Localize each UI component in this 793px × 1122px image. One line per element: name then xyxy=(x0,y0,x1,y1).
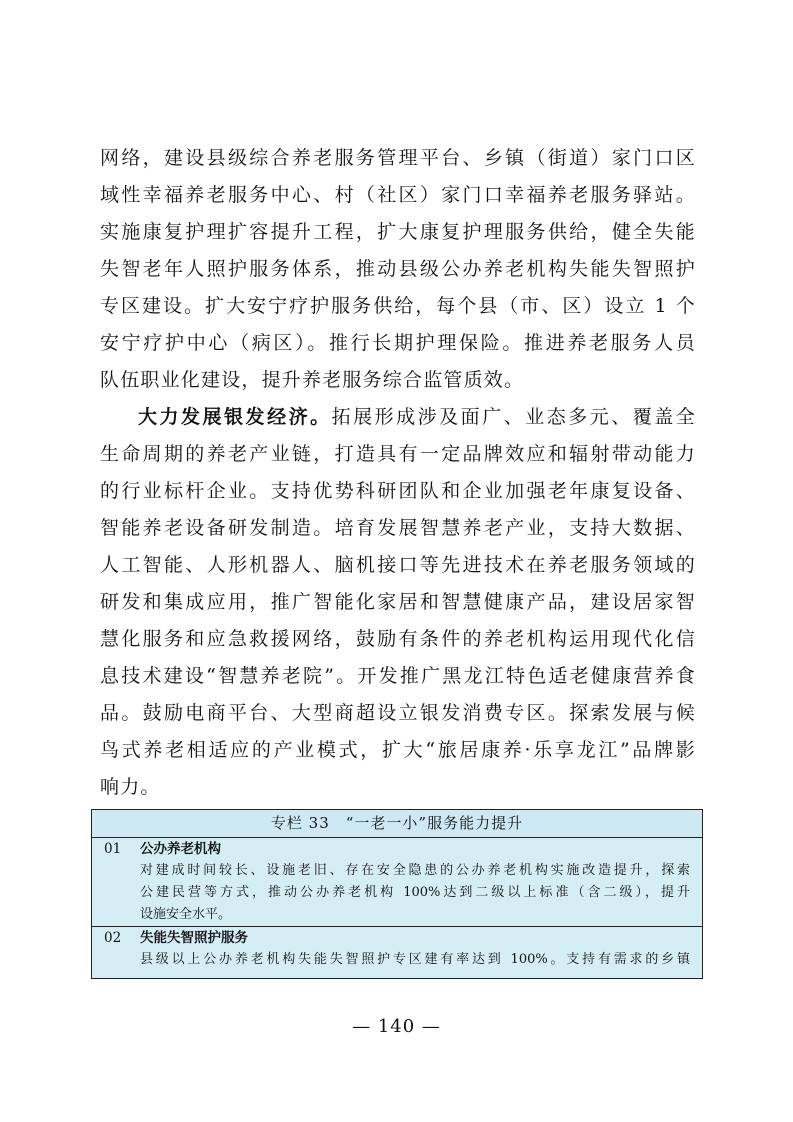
item-number: 01 xyxy=(104,841,122,857)
item-title: 失能失智照护服务 xyxy=(140,930,248,946)
text-line: 鸟式养老相适应的产业模式，扩大“旅居康养·乐享龙江”品牌影 xyxy=(100,739,696,761)
text-line: 慧化服务和应急救援网络，鼓励有条件的养老机构运用现代化信 xyxy=(100,628,696,650)
text-line: 息技术建设“智慧养老院”。开发推广黑龙江特色适老健康营养食 xyxy=(100,665,696,687)
page-number: — 140 — xyxy=(352,1016,441,1037)
text-line: 人工智能、人形机器人、脑机接口等先进技术在养老服务领域的 xyxy=(100,554,696,576)
text-line: 智能养老设备研发制造。培育发展智慧养老产业，支持大数据、 xyxy=(100,517,696,539)
item-text-line: 公建民营等方式，推动公办养老机构 100%达到二级以上标准（含二级），提升 xyxy=(140,885,690,900)
item-content xyxy=(140,838,702,926)
text-line: 实施康复护理扩容提升工程，扩大康复护理服务供给，健全失能 xyxy=(100,221,696,243)
text-line: 响力。 xyxy=(100,776,161,798)
body-text xyxy=(100,140,696,806)
text-line: 品。鼓励电商平台、大型商超设立银发消费专区。探索发展与候 xyxy=(100,702,696,724)
item-text-line: 对建成时间较长、设施老旧、存在安全隐患的公办养老机构实施改造提升，探索 xyxy=(140,863,690,878)
box-title: 专栏 33 “一老一小”服务能力提升 xyxy=(92,810,702,838)
text-line: 安宁疗护中心（病区）。推行长期护理保险。推进养老服务人员 xyxy=(100,332,696,354)
paragraph-heading: 大力发展银发经济。 xyxy=(138,406,332,428)
item-content xyxy=(140,927,702,971)
text-line: 生命周期的养老产业链，打造具有一定品牌效应和辐射带动能力 xyxy=(100,443,696,465)
box-item xyxy=(92,927,702,971)
text-line: 失智老年人照护服务体系，推动县级公办养老机构失能失智照护 xyxy=(100,258,696,280)
text-line: 网络，建设县级综合养老服务管理平台、乡镇（街道）家门口区 xyxy=(100,147,696,169)
text-span: 拓展形成涉及面广、业态多元、覆盖全 xyxy=(331,406,696,428)
feature-box xyxy=(91,809,703,979)
paragraph-heading-line xyxy=(100,399,696,436)
box-item xyxy=(92,838,702,927)
item-text-line: 县级以上公办养老机构失能失智照护专区建有率达到 100%。支持有需求的乡镇 xyxy=(140,952,690,967)
text-line: 的行业标杆企业。支持优势科研团队和企业加强老年康复设备、 xyxy=(100,480,696,502)
text-line: 专区建设。扩大安宁疗护服务供给，每个县（市、区）设立 1 个 xyxy=(100,295,696,317)
text-line: 研发和集成应用，推广智能化家居和智慧健康产品，建设居家智 xyxy=(100,591,696,613)
item-text-line: 设施安全水平。 xyxy=(140,907,232,922)
item-number: 02 xyxy=(104,930,122,946)
item-title: 公办养老机构 xyxy=(140,841,221,857)
text-line: 域性幸福养老服务中心、村（社区）家门口幸福养老服务驿站。 xyxy=(100,184,696,206)
text-line: 队伍职业化建设，提升养老服务综合监管质效。 xyxy=(100,369,525,391)
